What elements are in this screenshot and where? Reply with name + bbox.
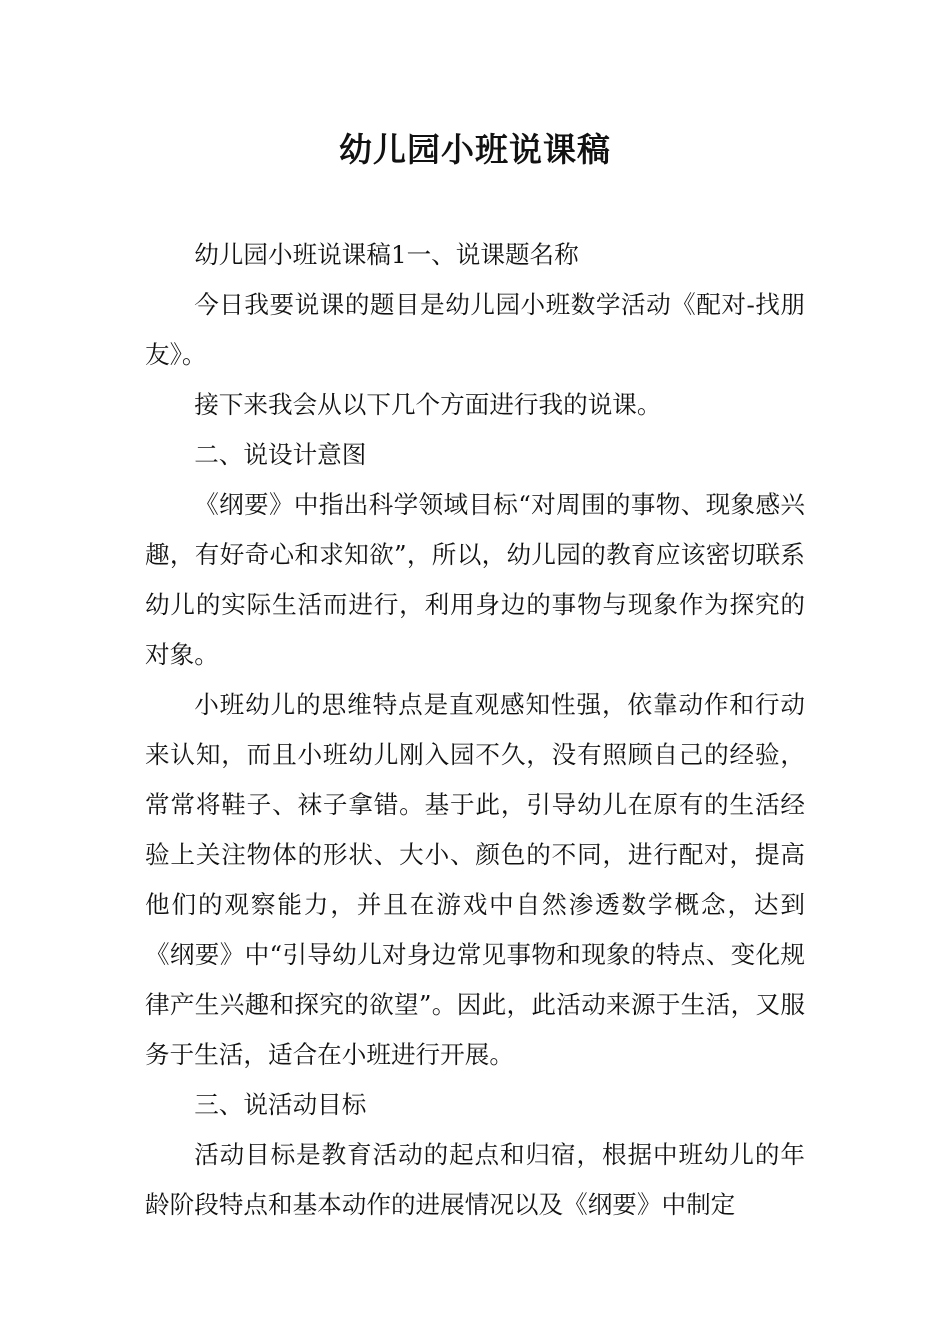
paragraph-activity-goals: 活动目标是教育活动的起点和归宿，根据中班幼儿的年龄阶段特点和基本动作的进展情况以及《纲要》中制定 [145,1140,805,1219]
paragraph-lesson-title-heading: 幼儿园小班说课稿1一、说课题名称 [194,240,579,269]
document-body [145,230,805,1230]
paragraph-lesson-topic: 今日我要说课的题目是幼儿园小班数学活动《配对-找朋友》。 [145,290,805,369]
paragraph-design-intent-heading: 二、说设计意图 [194,440,367,469]
document-title: 幼儿园小班说课稿 [339,130,611,169]
paragraph-activity-goals-heading: 三、说活动目标 [194,1090,367,1119]
paragraph-intro: 接下来我会从以下几个方面进行我的说课。 [194,390,662,419]
paragraph-outline-quote: 《纲要》中指出科学领域目标“对周围的事物、现象感兴趣，有好奇心和求知欲”，所以，幼儿园的教育应该密切联系幼儿的实际生活而进行，利用身边的事物与现象作为探究的对象。 [145,490,805,669]
paragraph-child-characteristics: 小班幼儿的思维特点是直观感知性强，依靠动作和行动来认知，而且小班幼儿刚入园不久，没有照顾自己的经验，常常将鞋子、袜子拿错。基于此，引导幼儿在原有的生活经验上关注物体的形状、大小、颜色的不同，进行配对，提高他们的观察能力，并且在游戏中自然渗透数学概念，达到《纲要》中“引导幼儿对身边常见事物和现象的特点、变化规律产生兴趣和探究的欲望”。因此，此活动来源于生活，又服务于生活，适合在小班进行开展。 [145,690,805,1069]
